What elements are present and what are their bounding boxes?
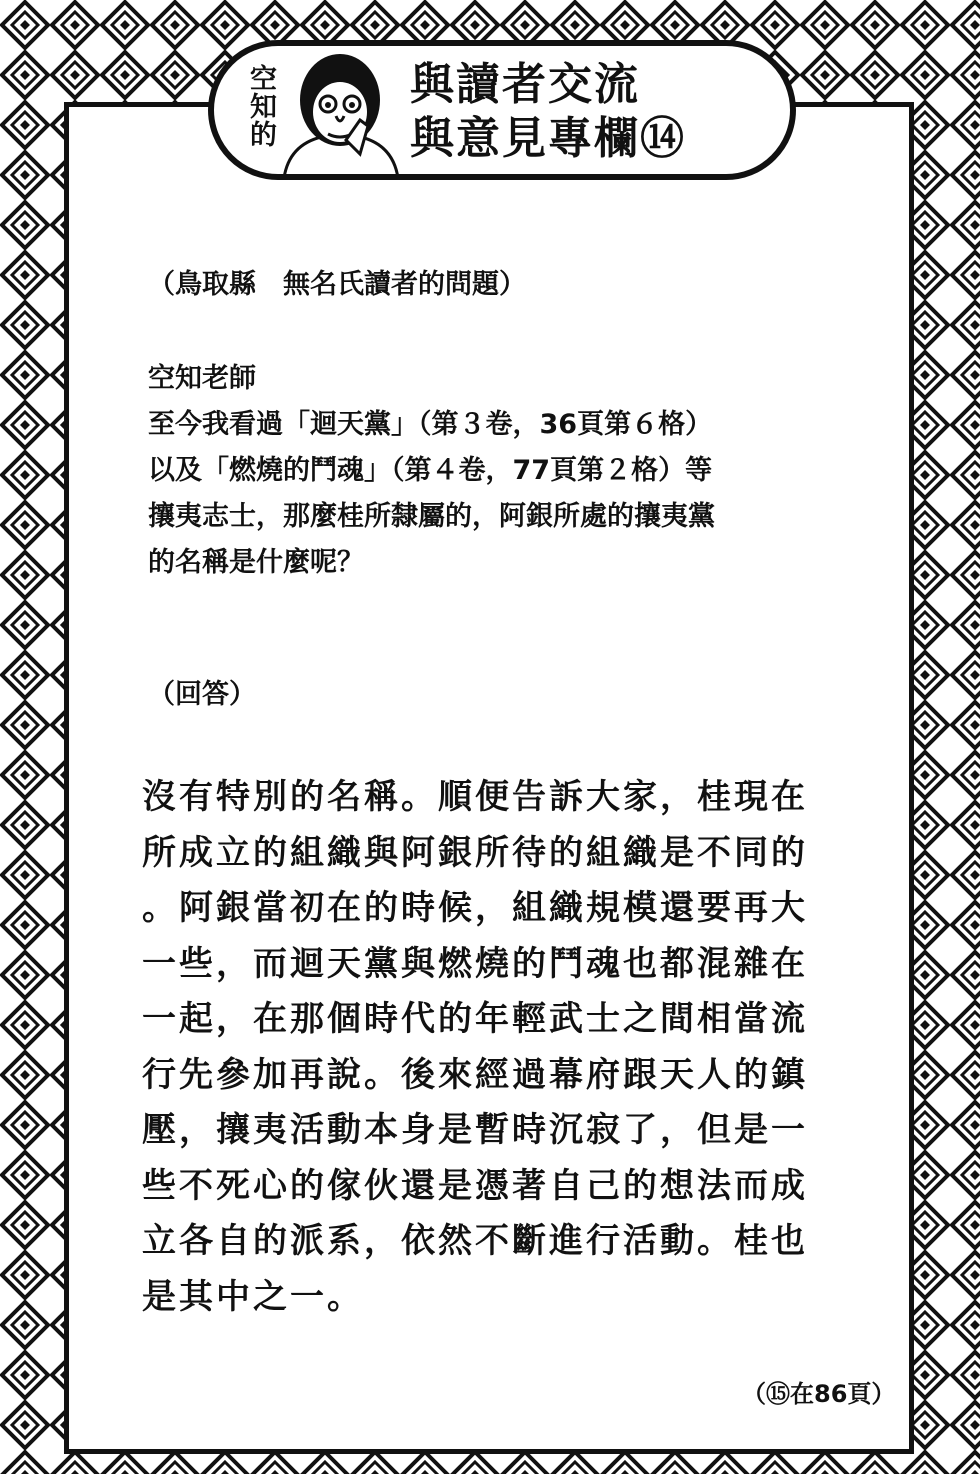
answer-line: 是其中之一。 (142, 1276, 364, 1317)
question-line: 的名稱是什麼呢？ (148, 547, 364, 578)
column-title-line1: 與讀者交流 (410, 59, 640, 110)
answer-line: 一些，而迴天黨與燃燒的鬥魂也都混雜在 (142, 943, 808, 984)
answer-line: 。阿銀當初在的時候，組織規模還要再大 (142, 888, 808, 928)
answer-label: （回答） (148, 679, 256, 710)
answer-line: 一起，在那個時代的年輕武士之間相當流 (142, 999, 808, 1039)
answer-line: 立各自的派系，依然不斷進行活動。桂也 (142, 1221, 808, 1261)
question-line: 空知老師 (148, 363, 256, 394)
question-line: 以及「燃燒的鬥魂」（第４卷，77頁第２格）等 (148, 455, 713, 486)
answer-body (142, 770, 882, 1325)
continued-page-note: （⑮在86頁） (742, 1380, 896, 1408)
answer-line: 壓，攘夷活動本身是暫時沉寂了，但是一 (142, 1110, 808, 1150)
answer-line: 行先參加再說。後來經過幕府跟天人的鎮 (142, 1054, 808, 1095)
question-line: 至今我看過「迴天黨」（第３卷，36頁第６格） (148, 409, 713, 440)
answer-line: 所成立的組織與阿銀所待的組織是不同的 (142, 832, 808, 873)
column-title (410, 58, 780, 166)
column-header (208, 40, 796, 180)
answer-line: 沒有特別的名稱。順便告訴大家，桂現在 (142, 777, 808, 817)
answer-line: 些不死心的傢伙還是憑著自己的想法而成 (142, 1165, 808, 1206)
author-label: 空知的 (245, 64, 276, 148)
author-portrait-icon (274, 50, 404, 178)
question-body (148, 356, 848, 586)
question-source: （鳥取縣 無名氏讀者的問題） (148, 269, 526, 300)
question-line: 攘夷志士，那麼桂所隸屬的，阿銀所處的攘夷黨 (148, 501, 715, 532)
column-title-line2: 與意見專欄⑭ (410, 113, 686, 164)
